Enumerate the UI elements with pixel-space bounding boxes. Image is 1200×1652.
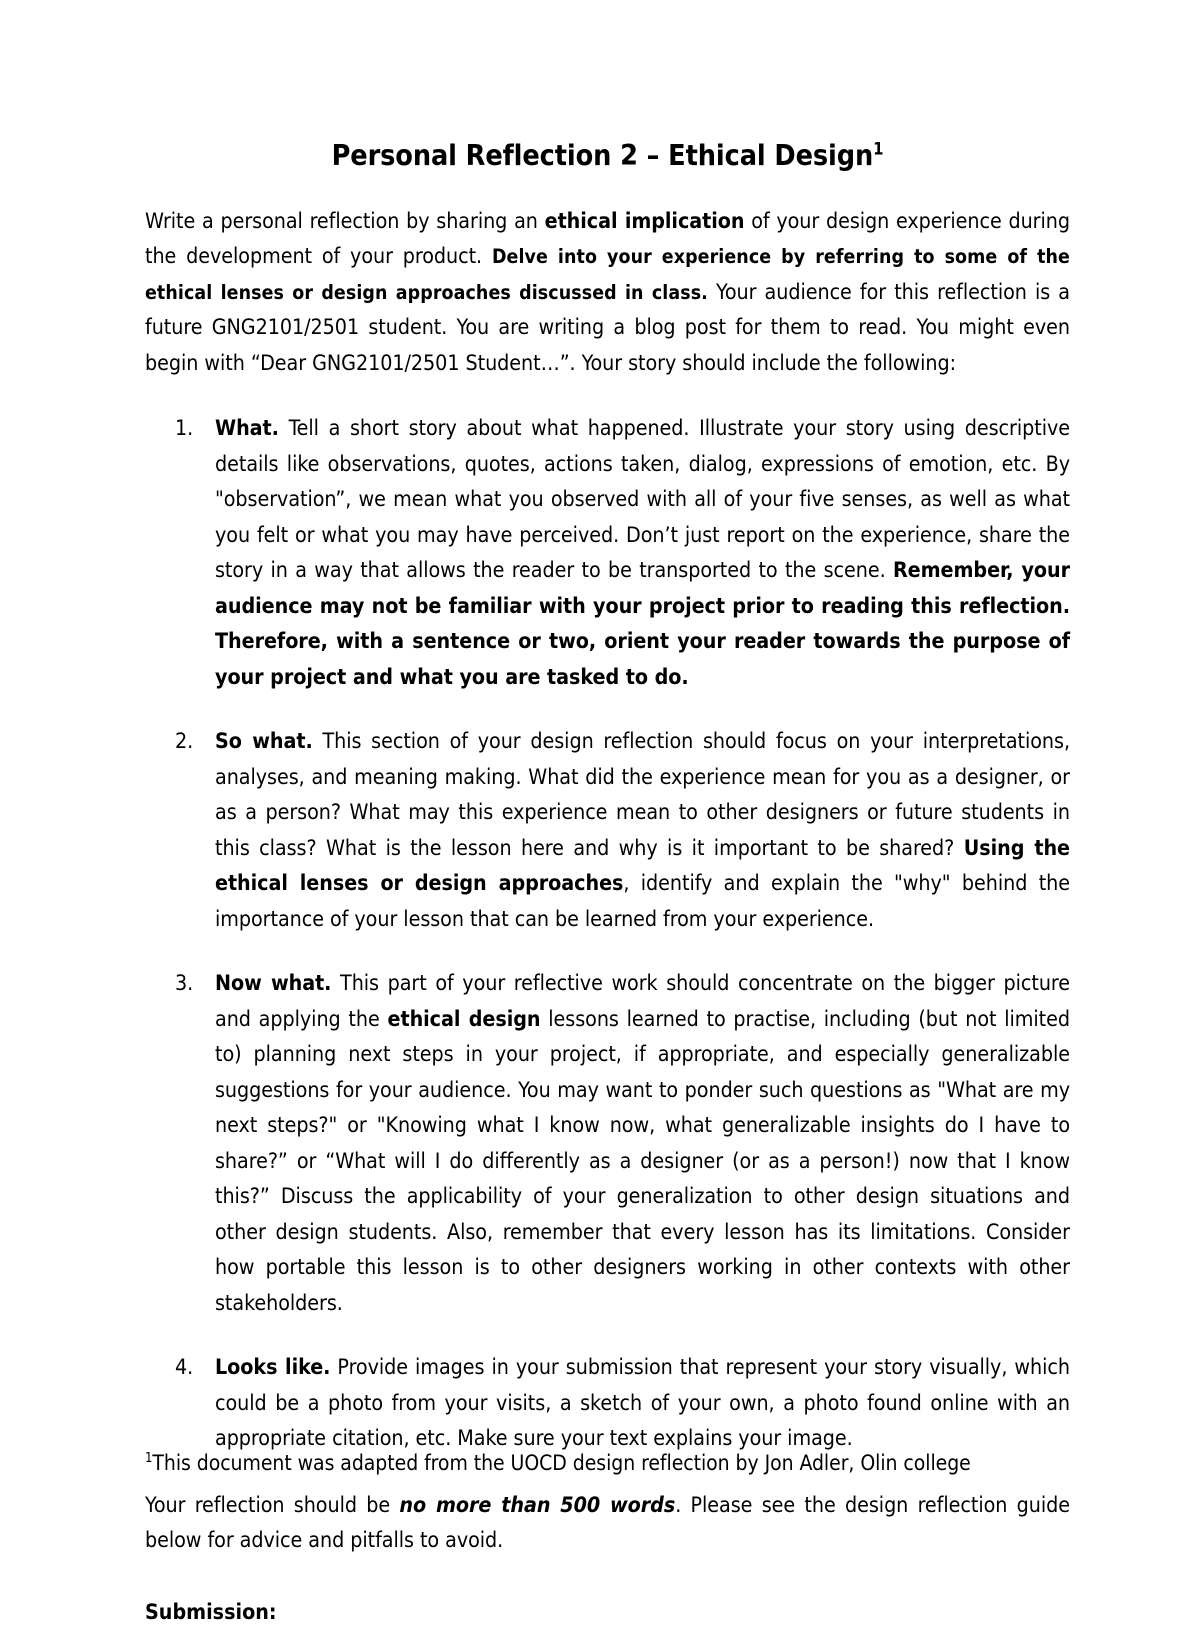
closing-segment-1: Your reflection should be bbox=[145, 1492, 400, 1518]
step-3-lead: Now what. bbox=[215, 971, 332, 997]
footnote-text: This document was adapted from the UOCD design reflection by Jon Adler, Olin college bbox=[152, 1451, 971, 1475]
list-item-so-what bbox=[145, 724, 1070, 937]
intro-segment-1: Write a personal reflection by sharing an bbox=[145, 208, 545, 234]
step-4-lead: Looks like. bbox=[215, 1355, 331, 1381]
intro-emphasis-ethical-implication: ethical implication bbox=[544, 208, 745, 234]
document-content bbox=[145, 0, 1070, 1652]
closing-segment-3: . Please see the design reflection guide below for advice and pitfalls to avoid. bbox=[145, 1492, 1070, 1554]
closing-word-limit-emphasis: no more than 500 words bbox=[399, 1492, 676, 1518]
step-4-body: Provide images in your submission that represent your story visually, which could be a photo from your visits, a sketch of your own, a photo found online with an appropriate citation, etc. Make sure your text explains your image. bbox=[215, 1355, 1070, 1452]
list-item-looks-like bbox=[145, 1350, 1070, 1457]
step-2-tail: , identify and explain the "why" behind the importance of your lesson that can be learned from your experience. bbox=[215, 871, 1071, 932]
page-title bbox=[145, 0, 1070, 173]
step-2-mid-emphasis: Using the ethical lenses or design approaches bbox=[215, 835, 1071, 897]
step-1-tail-emphasis: Remember, your audience may not be familiar with your project prior to reading this reflection. Therefore, with a sentence or two, orient your reader towards the purpose of your project and what you are tasked to do. bbox=[215, 558, 1070, 690]
page-title-text: Personal Reflection 2 – Ethical Design bbox=[331, 139, 874, 172]
step-2-body: This section of your design reflection should focus on your interpretations, analyses, and meaning making. What did the experience mean for you as a designer, or as a person? What may this experience mean to other designers or future students in this class? What is the lesson here and why is it important to be shared? bbox=[215, 729, 1070, 861]
list-item-what bbox=[145, 411, 1070, 695]
closing-paragraph bbox=[145, 1488, 1070, 1559]
step-3-mid-emphasis: ethical design bbox=[387, 1006, 541, 1032]
step-1-lead: What. bbox=[215, 416, 279, 442]
intro-segment-3: of your design experience during the development of your product. bbox=[145, 208, 1070, 270]
step-3-tail: lessons learned to practise, including (but not limited to) planning next steps in your project, if appropriate, and especially generalizable suggestions for your audience. You may want to ponder such questions as "What are my next steps?" or "Knowing what I know now, what generalizable insights do I have to share?” or “What will I do differently as a designer (or as a person!) now that I know this?” Discuss the applicability of your generalization to other design situations and other design students. Also, remember that every lesson has its limitations. Consider how portable this lesson is to other designers working in other contexts with other stakeholders. bbox=[215, 1006, 1070, 1316]
step-1-body: Tell a short story about what happened. Illustrate your story using descriptive details like observations, quotes, actions taken, dialog, expressions of emotion, etc. By "observation”, we mean what you observed with all of your five senses, as well as what you felt or what you may have perceived. Don’t just report on the experience, share the story in a way that allows the reader to be transported to the scene. bbox=[215, 416, 1070, 584]
intro-paragraph bbox=[145, 204, 1070, 382]
submission-heading: Submission: bbox=[145, 1599, 277, 1625]
step-3-body: This part of your reflective work should concentrate on the bigger picture and applying the bbox=[215, 971, 1071, 1032]
list-item-now-what bbox=[145, 966, 1070, 1321]
footnote bbox=[145, 1448, 1070, 1478]
intro-delve-run: Delve into your experience by referring to some of the ethical lenses or design approaches discussed in class. bbox=[145, 245, 1070, 304]
footnote-marker: 1 bbox=[145, 1451, 153, 1466]
step-2-lead: So what. bbox=[215, 729, 313, 755]
intro-segment-5: Your audience for this reflection is a future GNG2101/2501 student. You are writing a blog post for them to read. You might even begin with “Dear GNG2101/2501 Student…”. Your story should include the following: bbox=[145, 279, 1070, 376]
reflection-steps-list bbox=[145, 411, 1070, 1457]
title-footnote-marker: 1 bbox=[873, 139, 884, 159]
